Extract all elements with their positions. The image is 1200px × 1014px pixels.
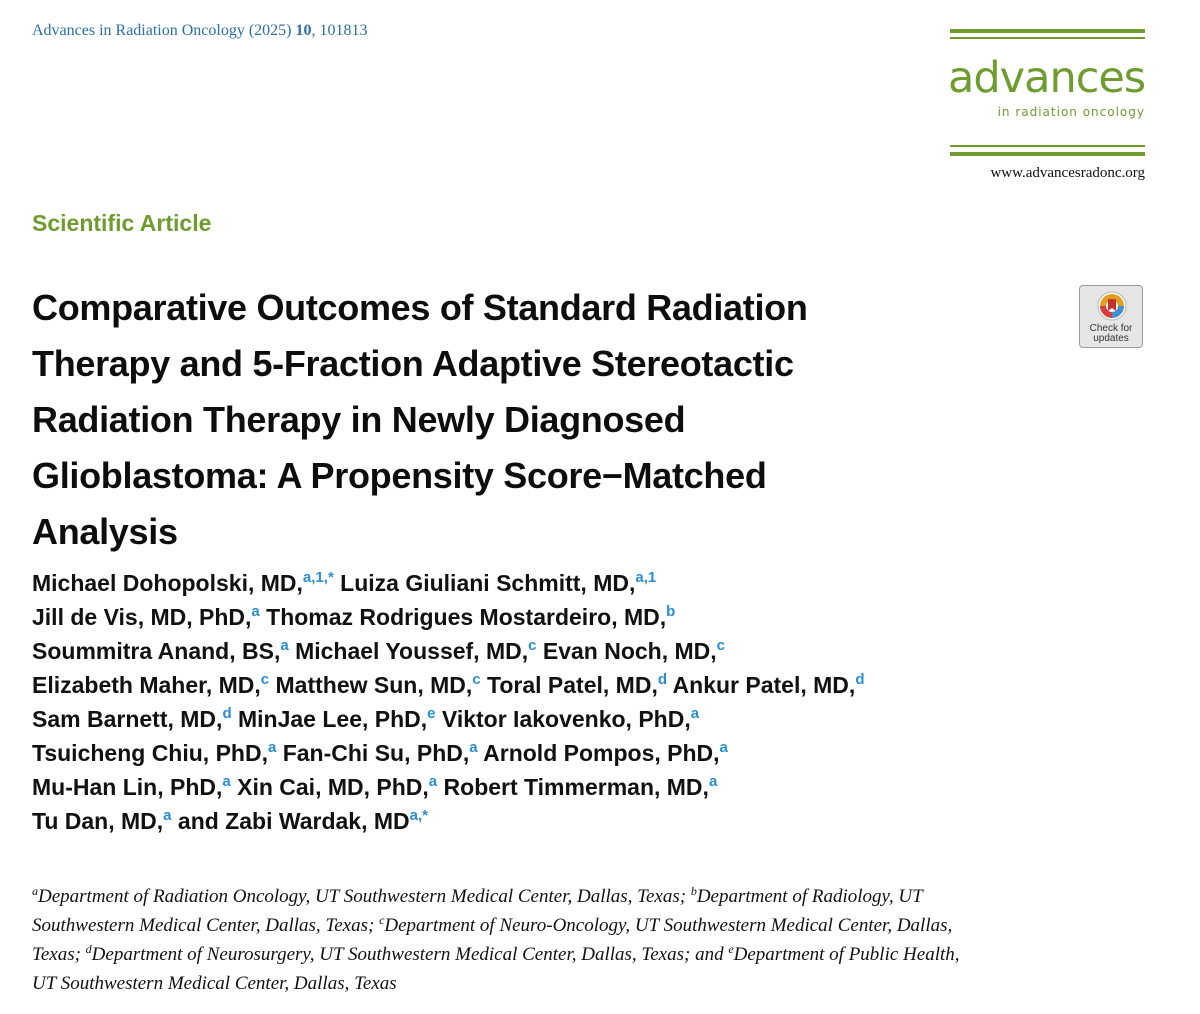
affiliation-marker[interactable]: d — [855, 671, 865, 688]
author-name: Michael Dohopolski, MD, — [32, 570, 303, 596]
author-name: Arnold Pompos, PhD, — [477, 740, 720, 766]
affiliation-text: Department of Neurosurgery, UT Southwestern Medical Center, Dallas, Texas; and — [91, 944, 729, 965]
author-name: Jill de Vis, MD, PhD, — [32, 604, 252, 630]
affiliation-line — [32, 882, 1147, 911]
author-name: Matthew Sun, MD, — [269, 672, 473, 698]
author-name: Robert Timmerman, MD, — [437, 774, 709, 800]
affiliation-text: Department of Radiology, UT — [696, 886, 923, 907]
affiliation-line — [32, 940, 1147, 969]
title-line: Glioblastoma: A Propensity Score−Matched — [32, 455, 767, 496]
affiliation-marker[interactable]: a — [163, 807, 172, 824]
affiliation-marker[interactable]: a — [267, 739, 277, 756]
affiliation-marker[interactable]: e — [427, 705, 436, 722]
crossmark-icon — [1096, 290, 1128, 322]
affiliation-letter: d — [85, 942, 92, 956]
journal-year: (2025) — [248, 22, 292, 39]
affiliation-marker[interactable]: d — [657, 671, 668, 688]
affiliation-marker[interactable]: a — [719, 739, 728, 756]
journal-name: Advances in Radiation Oncology — [32, 22, 245, 39]
title-line: Therapy and 5-Fraction Adaptive Stereotactic — [32, 343, 794, 384]
author-name: Sam Barnett, MD, — [32, 706, 223, 732]
affiliation-marker[interactable]: a — [708, 773, 718, 790]
author-name: Tsuicheng Chiu, PhD, — [32, 740, 268, 766]
author-line — [32, 770, 1162, 804]
affiliation-marker[interactable]: a — [222, 773, 231, 790]
affiliation-letter: c — [379, 913, 385, 927]
author-name: Toral Patel, MD, — [480, 672, 658, 698]
affiliation-marker[interactable]: d — [222, 705, 232, 722]
author-line — [32, 600, 1162, 634]
affiliation-marker[interactable]: c — [716, 637, 726, 654]
author-name: MinJae Lee, PhD, — [231, 706, 428, 732]
author-name: Xin Cai, MD, PhD, — [230, 774, 429, 800]
affiliation-text: Texas; — [32, 944, 86, 965]
affiliation-marker[interactable]: a — [469, 739, 478, 756]
author-name: Viktor Iakovenko, PhD, — [435, 706, 691, 732]
author-name: Fan-Chi Su, PhD, — [276, 740, 470, 766]
journal-website-link[interactable]: www.advancesradonc.org — [990, 165, 1145, 181]
author-line — [32, 566, 1162, 600]
affiliation-marker[interactable]: a — [428, 773, 438, 790]
author-name: Ankur Patel, MD, — [667, 672, 856, 698]
affiliation-marker[interactable]: a,1,* — [302, 569, 334, 586]
affiliation-marker[interactable]: a,1 — [635, 569, 657, 586]
journal-logo-tagline: in radiation oncology — [997, 105, 1145, 119]
affiliation-marker[interactable]: b — [666, 603, 676, 620]
title-line: Analysis — [32, 511, 178, 552]
author-line — [32, 668, 1162, 702]
author-name: Michael Youssef, MD, — [288, 638, 529, 664]
affiliation-marker[interactable]: a — [251, 603, 260, 620]
affiliation-letter: b — [690, 884, 697, 898]
affiliation-text: Department of Neuro-Oncology, UT Southwestern Medical Center, Dallas, — [384, 915, 953, 936]
author-line — [32, 634, 1162, 668]
author-name: and Zabi Wardak, MD — [171, 808, 410, 834]
badge-label: Check for updates — [1089, 323, 1133, 344]
title-line: Comparative Outcomes of Standard Radiation — [32, 287, 808, 328]
affiliation-letter: a — [32, 884, 38, 898]
logo-rule-top-thick — [950, 29, 1145, 33]
author-name: Evan Noch, MD, — [536, 638, 717, 664]
affiliation-marker[interactable]: c — [260, 671, 270, 688]
journal-logo-word: advances — [948, 53, 1146, 103]
affiliation-text: Southwestern Medical Center, Dallas, Texas; — [32, 915, 380, 936]
author-name: Elizabeth Maher, MD, — [32, 672, 261, 698]
affiliation-marker[interactable]: c — [528, 637, 537, 654]
journal-article-number: , 101813 — [311, 22, 368, 39]
affiliations-block — [32, 882, 1147, 998]
author-name: Mu-Han Lin, PhD, — [32, 774, 223, 800]
affiliation-marker[interactable]: c — [472, 671, 481, 688]
author-name: Soummitra Anand, BS, — [32, 638, 281, 664]
journal-volume: 10 — [295, 22, 312, 39]
affiliation-marker[interactable]: a — [280, 637, 289, 654]
article-type-label: Scientific Article — [32, 210, 212, 236]
logo-rule-bottom-thin — [950, 145, 1145, 147]
author-name: Thomaz Rodrigues Mostardeiro, MD, — [259, 604, 667, 630]
affiliation-line — [32, 969, 1147, 998]
author-line — [32, 804, 1162, 838]
author-line — [32, 736, 1162, 770]
logo-rule-top-thin — [950, 37, 1145, 39]
affiliation-letter: e — [728, 942, 734, 956]
author-line — [32, 702, 1162, 736]
author-name: Luiza Giuliani Schmitt, MD, — [333, 570, 636, 596]
affiliation-line — [32, 911, 1147, 940]
author-name: Tu Dan, MD, — [32, 808, 164, 834]
affiliation-text: UT Southwestern Medical Center, Dallas, Texas — [32, 973, 397, 994]
affiliation-marker[interactable]: a — [690, 705, 700, 722]
journal-citation[interactable] — [32, 22, 368, 40]
affiliation-marker[interactable]: a,* — [409, 807, 428, 824]
affiliation-text: Department of Public Health, — [733, 944, 960, 965]
title-line: Radiation Therapy in Newly Diagnosed — [32, 399, 686, 440]
logo-rule-bottom-thick — [950, 152, 1145, 156]
article-title — [32, 280, 1042, 560]
author-list — [32, 566, 1162, 838]
check-for-updates-badge[interactable] — [1079, 285, 1143, 348]
affiliation-text: Department of Radiation Oncology, UT Southwestern Medical Center, Dallas, Texas; — [38, 886, 691, 907]
